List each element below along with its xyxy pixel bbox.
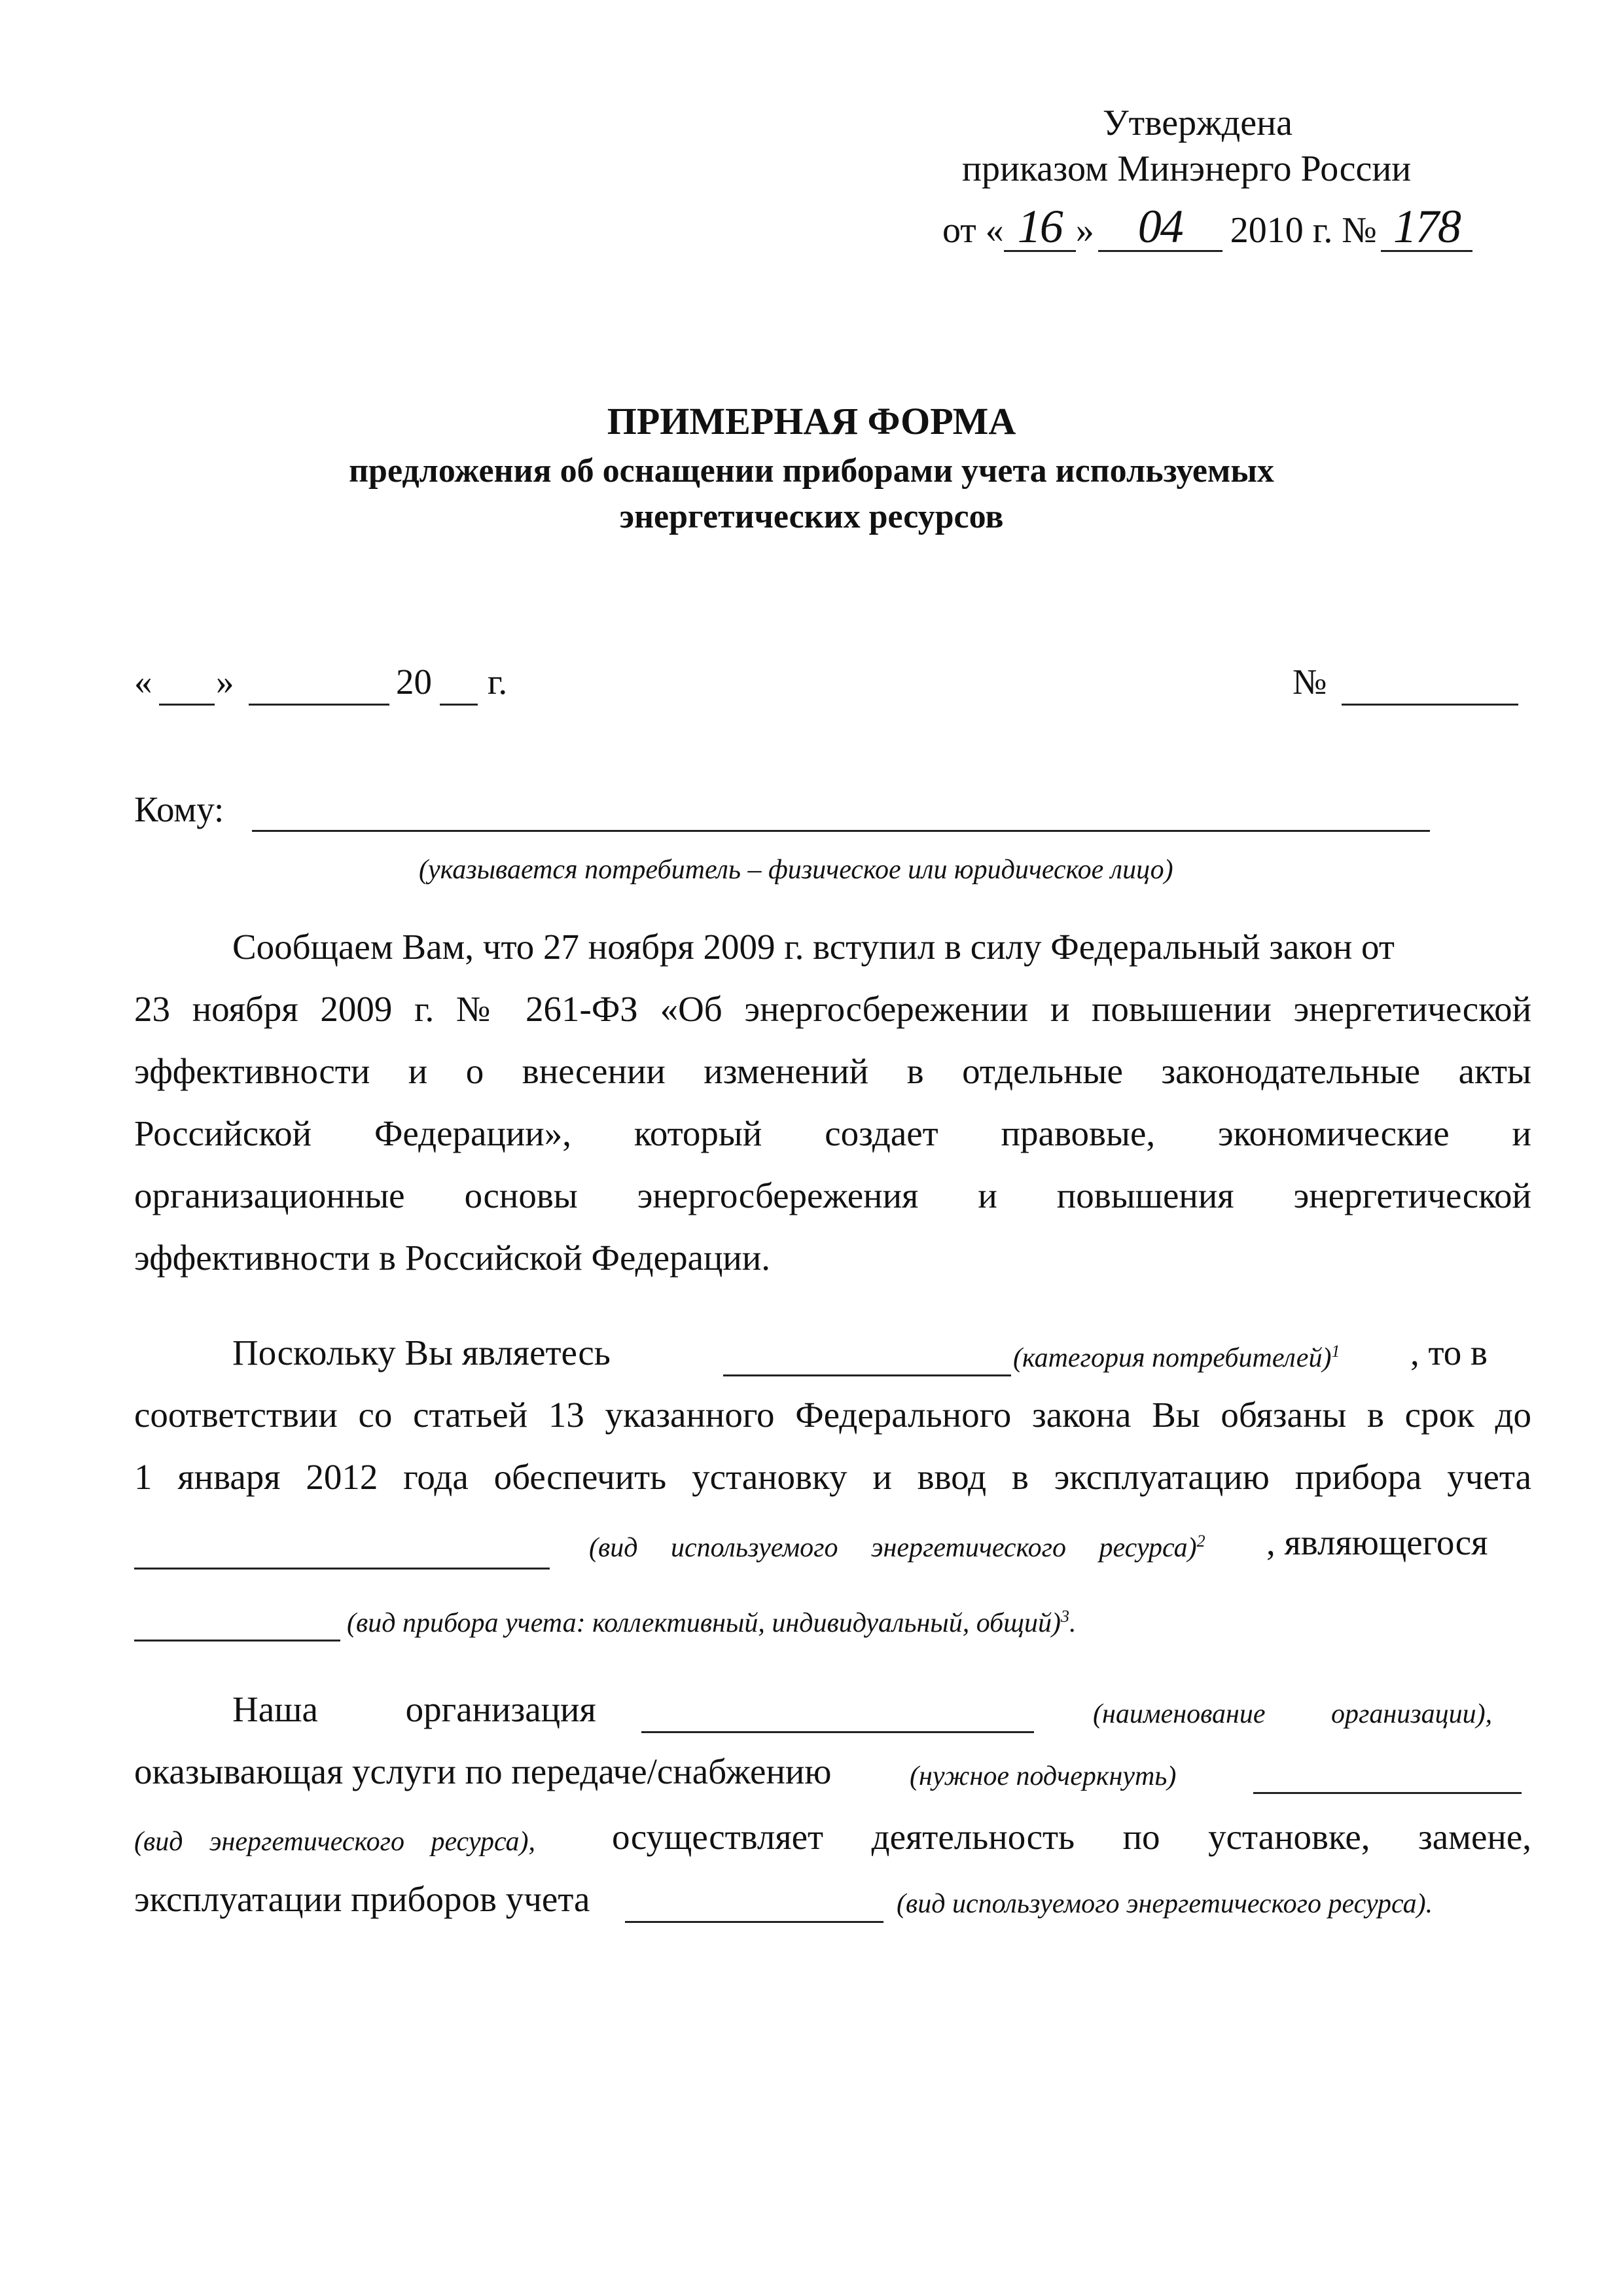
approval-line-2: приказом Минэнерго России (962, 149, 1412, 189)
date-year-blank (440, 704, 478, 706)
date-month-blank (249, 704, 389, 706)
para2-line-1-start: Поскольку Вы являетесь (232, 1333, 611, 1372)
page-title: ПРИМЕРНАЯ ФОРМА (607, 400, 1016, 442)
para1-line-3: эффективности и о внесении изменений в отдельные законодательные акты (134, 1051, 1531, 1091)
date-year-prefix: 20 (396, 662, 432, 702)
approval-from-prefix: от « (942, 210, 1004, 251)
approval-line-1: Утверждена (1103, 103, 1293, 143)
date-g: г. (488, 662, 508, 702)
organization-name-hint: (наименование организации), (1093, 1699, 1493, 1729)
resource-type-hint (589, 1532, 1205, 1564)
para1-line-6: эффективности в Российской Федерации. (134, 1238, 771, 1278)
to-recipient-blank (252, 830, 1430, 832)
service-resource-blank (1253, 1792, 1522, 1794)
page-subtitle-1: предложения об оснащении приборами учета используемых (349, 452, 1274, 490)
approval-day-field (1004, 200, 1076, 253)
para2-line-2: соответствии со статьей 13 указанного Федерального закона Вы обязаны в срок до (134, 1395, 1531, 1435)
meter-type-hint-text: (вид прибора учета: коллективный, индивидуальный, общий) (347, 1608, 1061, 1638)
energy-resource-hint: (вид энергетического ресурса), (134, 1827, 536, 1857)
para3-line-1-start: Наша организация (232, 1689, 596, 1729)
approval-quote-close: » (1075, 210, 1094, 251)
meter-resource-blank (625, 1921, 883, 1923)
footnote-1-ref: 1 (1331, 1342, 1340, 1361)
meter-resource-hint: (вид используемого энергетического ресурса). (897, 1889, 1433, 1919)
date-day-blank (159, 704, 215, 706)
para1-line-5: организационные основы энергосбережения и повышения энергетической (134, 1175, 1531, 1215)
para2-line-4-end: , являющегося (1266, 1522, 1488, 1562)
para2-line-3: 1 января 2012 года обеспечить установку и ввод в эксплуатацию прибора учета (134, 1457, 1531, 1497)
para3-line-3-end: осуществляет деятельность по установке, замене, (612, 1817, 1531, 1857)
consumer-category-hint (1013, 1342, 1340, 1374)
footnote-3-ref: 3 (1061, 1607, 1069, 1626)
to-hint: (указывается потребитель – физическое или юридическое лицо) (419, 855, 1173, 885)
consumer-category-blank (723, 1374, 1011, 1376)
approval-year: 2010 г. № (1230, 210, 1377, 251)
meter-type-blank (134, 1640, 340, 1641)
para1-line-2: 23 ноября 2009 г. № 261-ФЗ «Об энергосбережении и повышении энергетической (134, 989, 1531, 1029)
para2-line-1-end: , то в (1410, 1333, 1488, 1372)
to-label: Кому: (134, 789, 224, 829)
approval-day: 16 (1017, 200, 1062, 253)
para3-line-2-start: оказывающая услуги по передаче/снабжению (134, 1751, 832, 1791)
date-close-quote: » (216, 662, 234, 702)
approval-month: 04 (1137, 200, 1183, 253)
para1-line-4: Российской Федерации», который создает правовые, экономические и (134, 1113, 1531, 1153)
resource-type-hint-text: (вид используемого энергетического ресурса) (589, 1533, 1197, 1563)
meter-type-hint-end: . (1069, 1608, 1077, 1638)
doc-number-sign: № (1293, 662, 1327, 702)
meter-type-hint (347, 1607, 1077, 1639)
footnote-2-ref: 2 (1196, 1532, 1205, 1551)
approval-order-field (1381, 200, 1472, 253)
organization-name-blank (641, 1731, 1034, 1733)
para3-line-4-start: эксплуатации приборов учета (134, 1879, 590, 1919)
underline-needed-hint: (нужное подчеркнуть) (910, 1761, 1177, 1791)
doc-number-blank (1342, 704, 1518, 706)
consumer-category-hint-text: (категория потребителей) (1013, 1343, 1332, 1373)
approval-month-field (1098, 200, 1222, 253)
date-open-quote: « (134, 662, 152, 702)
resource-type-blank (134, 1568, 550, 1570)
page-subtitle-2: энергетических ресурсов (619, 498, 1004, 535)
para1-line-1: Сообщаем Вам, что 27 ноября 2009 г. вступил в силу Федеральный закон от (232, 927, 1395, 967)
approval-date-line (942, 200, 1472, 262)
approval-order-no: 178 (1393, 200, 1460, 253)
